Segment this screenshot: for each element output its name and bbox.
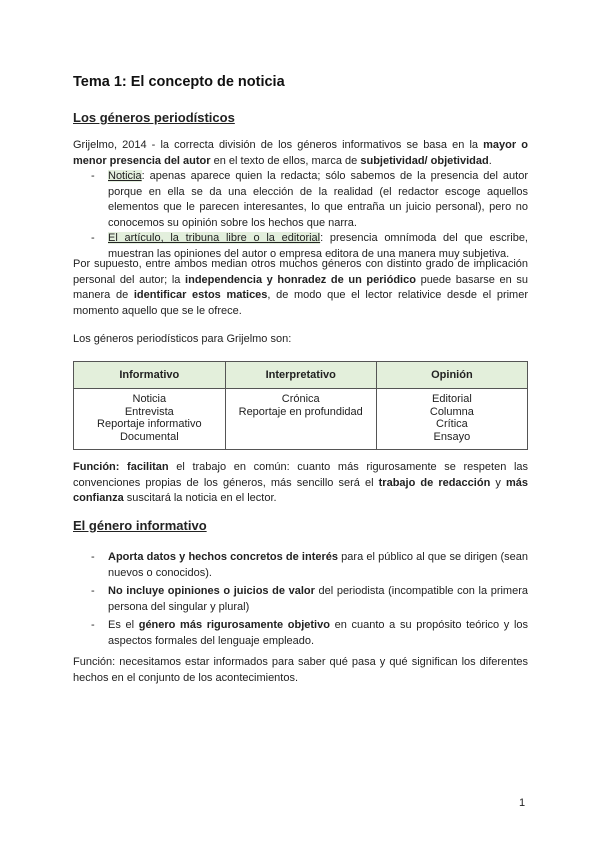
table-cell-interpretativo [225,389,376,450]
cell-item: Crónica [281,393,320,405]
table-header-informativo: Informativo [74,362,226,389]
cell-item: Noticia [132,393,167,405]
document-title: Tema 1: El concepto de noticia [73,74,285,90]
cell-item: Crítica [436,418,468,430]
autor-presence-list [73,169,528,262]
list-item-opiniones: - No incluye opiniones o juicios de valor del periodista (incompatible con la primera persona del singular y plural) [73,584,528,615]
list-item-datos: - Aporta datos y hechos concretos de interés para el público al que se dirigen (sean nuevos o conocidos). [73,550,528,581]
cell-item: Columna [429,405,474,418]
section-heading-informativo: El género informativo [73,518,207,533]
cell-item: Reportaje en profundidad [238,405,363,418]
generos-table [73,361,528,450]
section-heading-generos: Los géneros periodísticos [73,110,235,125]
funcion-paragraph: Función: facilitan el trabajo en común: cuanto más rigurosamente se respeten las convenciones propias de los géneros, más sencillo será el trabajo de redacción y más confianza suscitará la noticia en el lector. [73,461,529,504]
list-item-articulo: - El artículo, la tribuna libre o la editorial: presencia omnímoda del que escribe, muestran las opiniones del autor o empresa editora de una manera muy subjetiva. [73,231,528,262]
table-intro: Los géneros periodísticos para Grijelmo son: [73,333,292,345]
informativo-list [73,550,528,649]
cell-item: Reportaje informativo [97,418,202,430]
cell-item: Documental [119,430,179,443]
table-cell-opinion [376,389,527,450]
cell-item: Entrevista [124,405,174,418]
cell-item: Ensayo [433,430,471,443]
table-cell-informativo [74,389,226,450]
funcion-informativo-paragraph: Función: necesitamos estar informados para saber qué pasa y qué significan los diferentes hechos en el conjunto de los acontecimientos. [73,656,528,684]
table-header-interpretativo: Interpretativo [225,362,376,389]
list-item-objetivo: - Es el género más rigurosamente objetivo en cuanto a su propósito teórico y los aspectos formales del lenguaje empleado. [73,618,528,649]
cell-item: Editorial [432,393,472,405]
intro-paragraph: Grijelmo, 2014 - la correcta división de los géneros informativos se basa en la mayor o menor presencia del autor en el texto de ellos, marca de subjetividad/ objetividad. [73,139,528,167]
table-header-opinion: Opinión [376,362,527,389]
matices-paragraph: Por supuesto, entre ambos median otros muchos géneros con distinto grado de implicación personal del autor; la independencia y honradez de un periódico puede basarse en su manera de identificar estos matices, de modo que el lector relativice desde el primer momento aquello que se le ofrece. [73,258,528,317]
page-number: 1 [519,797,526,809]
list-item-noticia: - Noticia: apenas aparece quien la redacta; sólo sabemos de la presencia del autor porque en ella se da una elección de la realidad (el redactor escoge aquellos elementos que le parecen interesantes, lo que entraña un juicio personal), pero no conocemos su opinión sobre los hechos que narra. [73,169,528,231]
